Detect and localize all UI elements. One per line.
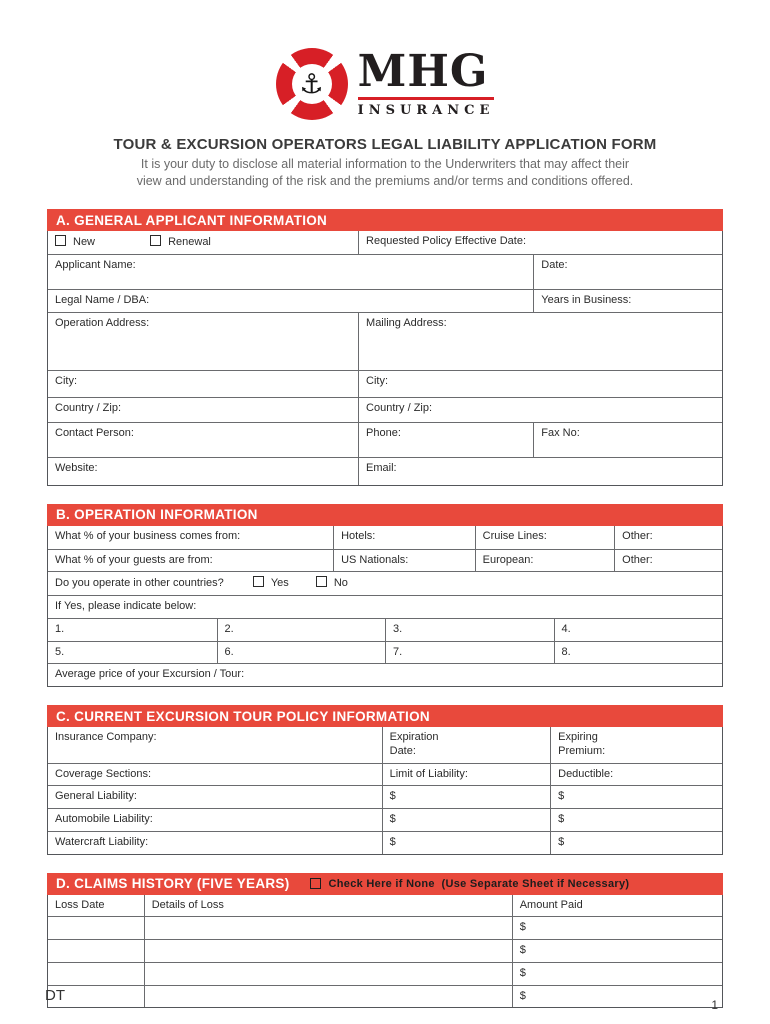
applicant-name-field[interactable]: Applicant Name:: [55, 258, 136, 271]
renewal-checkbox[interactable]: [150, 235, 161, 246]
expiring-premium-label-line1: Expiring: [558, 731, 598, 743]
expiring-premium-field[interactable]: [550, 727, 722, 763]
phone-field[interactable]: Phone:: [358, 423, 533, 457]
insurance-company-field[interactable]: Insurance Company:: [55, 731, 157, 743]
section-b-header: [47, 504, 723, 526]
section-c-table: [47, 727, 723, 855]
expiration-date-label-line2: Date:: [389, 744, 416, 757]
amount-paid-column-header: Amount Paid: [512, 895, 722, 917]
footer-initials: DT: [45, 987, 65, 1004]
limit-of-liability-label: Limit of Liability:: [382, 764, 551, 786]
average-price-field[interactable]: Average price of your Excursion / Tour:: [55, 668, 245, 681]
loss-date-column-header: Loss Date: [55, 898, 105, 911]
no-label: No: [333, 577, 348, 590]
requested-policy-effective-date-field[interactable]: Requested Policy Effective Date:: [358, 231, 722, 254]
table-row: [48, 370, 722, 397]
loss-date-field[interactable]: [48, 940, 144, 962]
form-subtitle: [0, 156, 770, 189]
table-row: [48, 422, 722, 457]
form-subtitle-line2: view and understanding of the risk and the premiums and/or terms and conditions offered.: [136, 173, 634, 188]
country-zip-left-field[interactable]: Country / Zip:: [55, 401, 122, 414]
other-guests-field[interactable]: Other:: [614, 550, 722, 572]
hotels-field[interactable]: Hotels:: [333, 526, 475, 549]
table-row: [48, 231, 722, 254]
contact-person-field[interactable]: Contact Person:: [55, 426, 134, 439]
lifering-center: [292, 64, 332, 104]
table-row: [48, 549, 722, 572]
claims-row: [48, 916, 722, 939]
city-left-field[interactable]: City:: [55, 374, 77, 387]
deductible-label: Deductible:: [550, 764, 722, 786]
loss-details-field[interactable]: [144, 917, 512, 939]
automobile-liability-limit-field[interactable]: $: [382, 809, 551, 831]
table-row: [48, 727, 722, 763]
country-7-field[interactable]: 7.: [385, 642, 554, 664]
country-zip-right-field[interactable]: Country / Zip:: [358, 398, 722, 422]
table-row: [48, 785, 722, 808]
brand-underline: [358, 97, 495, 100]
section-c-header: [47, 705, 723, 727]
table-row: [48, 571, 722, 595]
general-liability-deductible-field[interactable]: $: [550, 786, 722, 808]
form-body: [47, 209, 723, 1008]
amount-paid-field[interactable]: $: [512, 917, 722, 939]
guests-from-label: What % of your guests are from:: [55, 553, 213, 566]
loss-date-field[interactable]: [48, 917, 144, 939]
operate-other-countries-label: Do you operate in other countries?: [55, 577, 224, 590]
no-checkbox[interactable]: [316, 576, 327, 587]
fax-no-field[interactable]: Fax No:: [533, 423, 722, 457]
amount-paid-field[interactable]: $: [512, 986, 722, 1008]
table-row: [48, 763, 722, 786]
claims-row: [48, 939, 722, 962]
amount-paid-field[interactable]: $: [512, 940, 722, 962]
table-row: [48, 595, 722, 618]
table-row: [48, 808, 722, 831]
country-5-field[interactable]: 5.: [55, 645, 65, 658]
section-b-title: B. OPERATION INFORMATION: [56, 507, 258, 522]
business-from-label: What % of your business comes from:: [55, 529, 241, 542]
section-a-title: A. GENERAL APPLICANT INFORMATION: [56, 212, 328, 228]
claims-row: [48, 962, 722, 985]
loss-date-field[interactable]: [48, 963, 144, 985]
table-row: [48, 312, 722, 370]
automobile-liability-deductible-field[interactable]: $: [550, 809, 722, 831]
us-nationals-field[interactable]: US Nationals:: [333, 550, 475, 572]
operation-address-field[interactable]: Operation Address:: [55, 316, 150, 329]
email-field[interactable]: Email:: [358, 458, 722, 485]
loss-details-field[interactable]: [144, 963, 512, 985]
yes-label: Yes: [270, 577, 289, 590]
table-row: [48, 289, 722, 312]
city-right-field[interactable]: City:: [358, 371, 722, 397]
table-row: [48, 663, 722, 686]
general-liability-label: General Liability:: [55, 790, 137, 803]
section-b-table: [47, 526, 723, 688]
country-4-field[interactable]: 4.: [554, 619, 723, 641]
table-row: [48, 526, 722, 549]
form-title: TOUR & EXCURSION OPERATORS LEGAL LIABILITY APPLICATION FORM: [113, 136, 657, 153]
watercraft-liability-deductible-field[interactable]: $: [550, 832, 722, 854]
website-field[interactable]: Website:: [55, 461, 98, 474]
country-1-field[interactable]: 1.: [55, 622, 65, 635]
section-a-table: [47, 231, 723, 486]
loss-details-field[interactable]: [144, 986, 512, 1008]
check-none-checkbox[interactable]: [310, 878, 321, 889]
claims-row: [48, 985, 722, 1008]
cruise-lines-field[interactable]: Cruise Lines:: [475, 526, 615, 549]
country-8-field[interactable]: 8.: [554, 642, 723, 664]
section-c-title: C. CURRENT EXCURSION TOUR POLICY INFORMATION: [56, 708, 430, 724]
new-label: New: [73, 236, 96, 248]
details-of-loss-column-header: Details of Loss: [144, 895, 512, 917]
page-number: 1: [711, 998, 718, 1012]
table-row: [48, 618, 722, 641]
table-row: [48, 457, 722, 485]
policy-type-cell: [48, 231, 358, 254]
expiring-premium-label-line2: Premium:: [558, 744, 606, 757]
country-2-field[interactable]: 2.: [217, 619, 386, 641]
anchor-icon: ⚓: [299, 68, 324, 100]
if-yes-label: If Yes, please indicate below:: [55, 600, 197, 612]
years-in-business-field[interactable]: Years in Business:: [533, 290, 722, 312]
new-checkbox[interactable]: [55, 235, 66, 246]
form-subtitle-line1: It is your duty to disclose all material information to the Underwriters that may affect their: [140, 157, 630, 171]
watercraft-liability-limit-field[interactable]: $: [382, 832, 551, 854]
table-row: [48, 641, 722, 664]
table-row: [48, 254, 722, 289]
automobile-liability-label: Automobile Liability:: [55, 813, 153, 825]
brand-subtitle: INSURANCE: [357, 103, 495, 118]
table-header-row: [48, 895, 722, 917]
table-row: [48, 831, 722, 854]
european-field[interactable]: European:: [475, 550, 615, 572]
yes-checkbox[interactable]: [253, 576, 264, 587]
mailing-address-field[interactable]: Mailing Address:: [358, 313, 722, 370]
lifering-icon: [276, 48, 348, 120]
loss-details-field[interactable]: [144, 940, 512, 962]
table-row: [48, 397, 722, 422]
watercraft-liability-label: Watercraft Liability:: [55, 835, 149, 848]
expiration-date-field[interactable]: [382, 727, 551, 763]
operate-other-countries-cell: [48, 572, 722, 595]
date-field[interactable]: Date:: [533, 255, 722, 289]
section-d-table: [47, 895, 723, 1009]
other-business-field[interactable]: Other:: [614, 526, 722, 549]
country-3-field[interactable]: 3.: [385, 619, 554, 641]
general-liability-limit-field[interactable]: $: [382, 786, 551, 808]
section-d-header: [47, 873, 723, 895]
coverage-sections-label: Coverage Sections:: [55, 767, 151, 780]
check-none-label: Check Here if None (Use Separate Sheet if Necessary): [328, 877, 630, 890]
section-d-title: D. CLAIMS HISTORY (FIVE YEARS): [56, 876, 290, 891]
amount-paid-field[interactable]: $: [512, 963, 722, 985]
logo: [0, 0, 770, 120]
expiration-date-label-line1: Expiration: [389, 731, 439, 743]
legal-name-dba-field[interactable]: Legal Name / DBA:: [55, 293, 150, 306]
country-6-field[interactable]: 6.: [217, 642, 386, 664]
renewal-label: Renewal: [168, 236, 211, 248]
brand-name: MHG: [357, 46, 489, 97]
brand-block: [357, 46, 495, 118]
section-a-header: [47, 209, 723, 231]
